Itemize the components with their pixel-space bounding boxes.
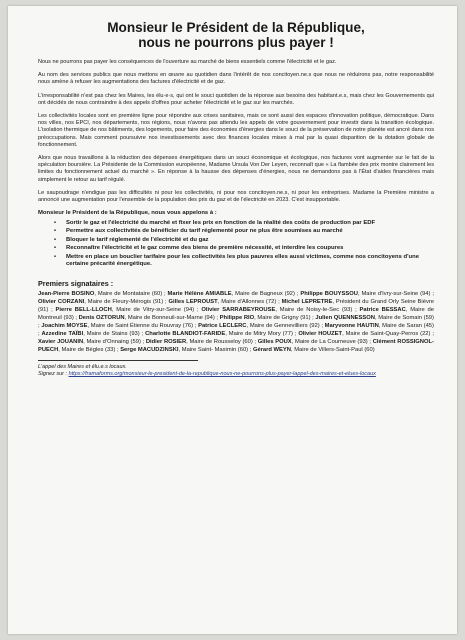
signatory-name: Patrice BESSAC [359, 306, 406, 313]
paragraph-3: L'irresponsabilité n'est pas chez les Maires, les élu·e·s, qui ont le souci quotidien de la réponse aux besoins des habitant.e.s, mais chez les Gouvernements qui ont décidés de nous contraindre à des appels d'offres pour acheter l'électricité et le gaz sur les marchés. [38, 92, 434, 106]
demand-item: • Reconnaître l'électricité et le gaz comme des biens de première nécessité, et interdire les coupures [60, 245, 434, 253]
sign-link[interactable]: https://framaforms.org/monsieur-le-president-de-la-republique-nous-ne-pourrons-plus-payer-lappel-des-maires-et-elues-locaux [68, 371, 376, 378]
signatory-name: Gilles LEPROUST [168, 298, 218, 305]
demands-intro: Monsieur le Président de la République, nous vous appelons à : [38, 210, 217, 217]
signatory-role: Maire de Saint-Quay-Perros (22) [345, 330, 431, 337]
signatory-role: Maire de La Courneuve (93) [294, 338, 368, 345]
paragraph-6: Le saupoudrage n'endigue pas les difficultés ni pour les collectivités, ni pour nos concitoyen.ne.s, ni pour les entreprises. Madame la Première ministre a annoncé une augmentation pour l'ensemble de la population des prix du gaz et de l'électricité en 2023. C'est insupportable. [38, 189, 434, 204]
paragraph-2: Au nom des services publics que nous mettons en œuvre au quotidien dans l'intérêt de nos concitoyen.ne.s que nous ne réduirons pas, notre responsabilité nous amène à refuser les augmentations des factures d'électricité et de gaz. [38, 72, 434, 86]
signatory-name: Michel LEPRETRE [281, 298, 333, 305]
signatory-role: Maire d'Ivry-sur-Seine (94) [361, 290, 431, 297]
signatory-role: Maire de Villers-Saint-Paul (60) [294, 346, 375, 353]
paragraph-5: Alors que nous travaillons à la réduction des dépenses énergétiques dans un souci économique et écologique, nos factures vont augmenter sur le fait de la spéculation boursière. La Présidente de la Commission européenne, Madame Ursula Von Der Leyen, reconnaît que « La flambée des prix montre clairement les limites du fonctionnement actuel du marché ». En réponse à la hausse des dépenses d'énergies, nous ne demandons pas à l'État d'aides financières mais simplement le retour au tarif régulé. [38, 155, 434, 183]
demand-item: • Mettre en place un bouclier tarifaire pour les collectivités les plus pauvres elles aussi victimes, comme nos concitoyens d'une certaine précarité énergétique. [60, 254, 434, 269]
signatory-name: Olivier CORZANI [38, 298, 85, 305]
footer-caption: L'appel des Maires et élu.e.s locaux. [38, 364, 127, 371]
signatory-name: Denis OZTORUN [78, 314, 125, 321]
signatory-name: Didier ROSIER [145, 338, 187, 345]
signatory-role: Maire de Rousseloy (60) [189, 338, 253, 345]
demand-item: • Bloquer le tarif réglementé de l'électricité et du gaz [60, 237, 434, 245]
letter-content [38, 20, 434, 378]
page-title [38, 20, 434, 50]
signatory-name: Maryvonne HAUTIN [324, 322, 379, 329]
signatory-role: Maire de Stains (93) [86, 330, 140, 337]
signatory-role: Maire de Bonneuil-sur-Marne (94) [127, 314, 215, 321]
signatories-title: Premiers signataires : [38, 278, 114, 288]
signatory-name: Pierre BELL-LLOCH [55, 306, 112, 313]
signatory-name: Joachim MOYSE [41, 322, 88, 329]
signatory-name: Patrice LECLERC [198, 322, 247, 329]
signatory-name: Xavier JOUANIN [38, 338, 84, 345]
letter-page [8, 6, 457, 634]
signatory-role: Maire de Bègles (33) [61, 346, 116, 353]
signatory-name: Gérard WEYN [252, 346, 291, 353]
signatory-name: Clément ROSSIGNOL- PUECH [38, 338, 434, 353]
signatory-name: Philippe RIO [219, 314, 255, 321]
paragraph-1: Nous ne pourrons pas payer les conséquences de l'ouverture au marché de biens essentiels comme l'électricité et le gaz. [38, 59, 337, 65]
signatory-role: Maire de Mitry Mory (77) [228, 330, 293, 337]
signatory-role: Maire de Saran (45) [382, 322, 434, 329]
signatory-name: Azzedine TAÏBI [41, 330, 84, 337]
signatory-role: Maire d'Onnaing (59) [86, 338, 141, 345]
signatories-list: Jean-Pierre BOSINO, Maire de Montataire (60) ; Marie Hélène AMIABLE, Maire de Bagneux (92) ; Philippe BOUYSSOU, Maire d'Ivry-sur-Seine (94) ; Olivier CORZANI, Maire de Fleury-Mérogis (91) ; Gilles LEPROUST, Maire d'Allonnes (72) ; Michel LEPRETRE, Président du Grand Orly Seine Bièvre (91) ; Pierre BELL-LLOCH, Maire de Vitry-sur-Seine (94) ; Olivier SARRABEYROUSE, Maire de Noisy-le-Sec (93) ; Patrice BESSAC, Maire de Montreuil (93) ; Denis OZTORUN, Maire de Bonneuil-sur-Marne (94) ; Philippe RIO, Maire de Grigny (91) ; Julien QUENNESSON, Maire de Somain (59) ; Joachim MOYSE, Maire de Saint Étienne du Rouvray (76) ; Patrice LECLERC, Maire de Gennevilliers (92) ; Maryvonne HAUTIN, Maire de Saran (45) ; Azzedine TAÏBI, Maire de Stains (93) ; Charlotte BLANDIOT-FARIDE, Maire de Mitry Mory (77) ; Olivier HOUZET, Maire de Saint-Quay-Perros (22) ; Xavier JOUANIN, Maire d'Onnaing (59) ; Didier ROSIER, Maire de Rousseloy (60) ; Gilles POUX, Maire de La Courneuve (93) ; Clément ROSSIGNOL- PUECH, Maire de Bègles (33) ; Serge MACUDZINSKI, Maire Saint- Maximin (60) ; Gérard WEYN, Maire de Villers-Saint-Paul (60) [38, 290, 434, 353]
signatory-role: Maire de Montreuil (93) [38, 306, 434, 321]
signatory-name: Marie Hélène AMIABLE [167, 290, 232, 297]
signatory-role: Maire de Bagneux (92) [235, 290, 295, 297]
demand-item: • Permettre aux collectivités de bénéficier du tarif réglementé pour ne plus être soumises au marché [60, 228, 434, 236]
signatory-role: Maire d'Allonnes (72) [221, 298, 277, 305]
signatory-role: Maire de Somain (59) [378, 314, 434, 321]
paragraph-4: Les collectivités locales sont en première ligne pour répondre aux crises sanitaires, mais ce sont aussi des espaces d'innovation politique, démocratique. Dans nos villes, nos EPCI, nos départements, nos régions, nous n'avons pas attendu les appels de votre gouvernement pour investir dans la transition écologique. L'isolation thermique de nos bâtiments, des logements, pour faire des économies d'énergies dans le souci de la préservation de notre planète est ancré dans nos préoccupations. Mais comment poursuivre nos investissements avec des finances locales mises à mal par la quasi disparition de la dotation globale de fonctionnement. [38, 113, 434, 148]
signatory-role: Maire de Noisy-le-Sec (93) [279, 306, 353, 313]
signatory-role: Maire de Grigny (91) [257, 314, 311, 321]
signatory-name: Charlotte BLANDIOT-FARIDE [145, 330, 226, 337]
signatory-role: Maire de Fleury-Mérogis (91) [87, 298, 164, 305]
sign-label: Signez sur : [38, 371, 68, 378]
demand-item: • Sortir le gaz et l'électricité du marché et fixer les prix en fonction de la réalité des coûts de production par EDF [60, 220, 434, 228]
signatory-role: Maire de Gennevilliers (92) [249, 322, 320, 329]
signatory-role: Maire de Vitry-sur-Seine (94) [116, 306, 195, 313]
signatory-role: Président du Grand Orly Seine Bièvre (91) [38, 298, 434, 313]
signatory-name: Jean-Pierre BOSINO [38, 290, 95, 297]
signatory-name: Julien QUENNESSON [315, 314, 375, 321]
footer-sign-line [38, 371, 434, 378]
demands-list [38, 220, 434, 269]
signatory-name: Gilles POUX [257, 338, 292, 345]
footer-divider [38, 360, 198, 361]
title-line-2: nous ne pourrons plus payer ! [138, 35, 334, 50]
title-line-1: Monsieur le Président de la République, [107, 20, 365, 35]
signatory-role: Maire de Montataire (60) [97, 290, 163, 297]
signatory-role: Maire de Saint Étienne du Rouvray (76) [90, 322, 194, 329]
signatory-name: Olivier SARRABEYROUSE [201, 306, 276, 313]
signatory-role: Maire Saint- Maximin (60) [181, 346, 249, 353]
signatory-name: Olivier HOUZET [298, 330, 343, 337]
signatory-name: Serge MACUDZINSKI [120, 346, 179, 353]
signatory-name: Philippe BOUYSSOU [300, 290, 358, 297]
